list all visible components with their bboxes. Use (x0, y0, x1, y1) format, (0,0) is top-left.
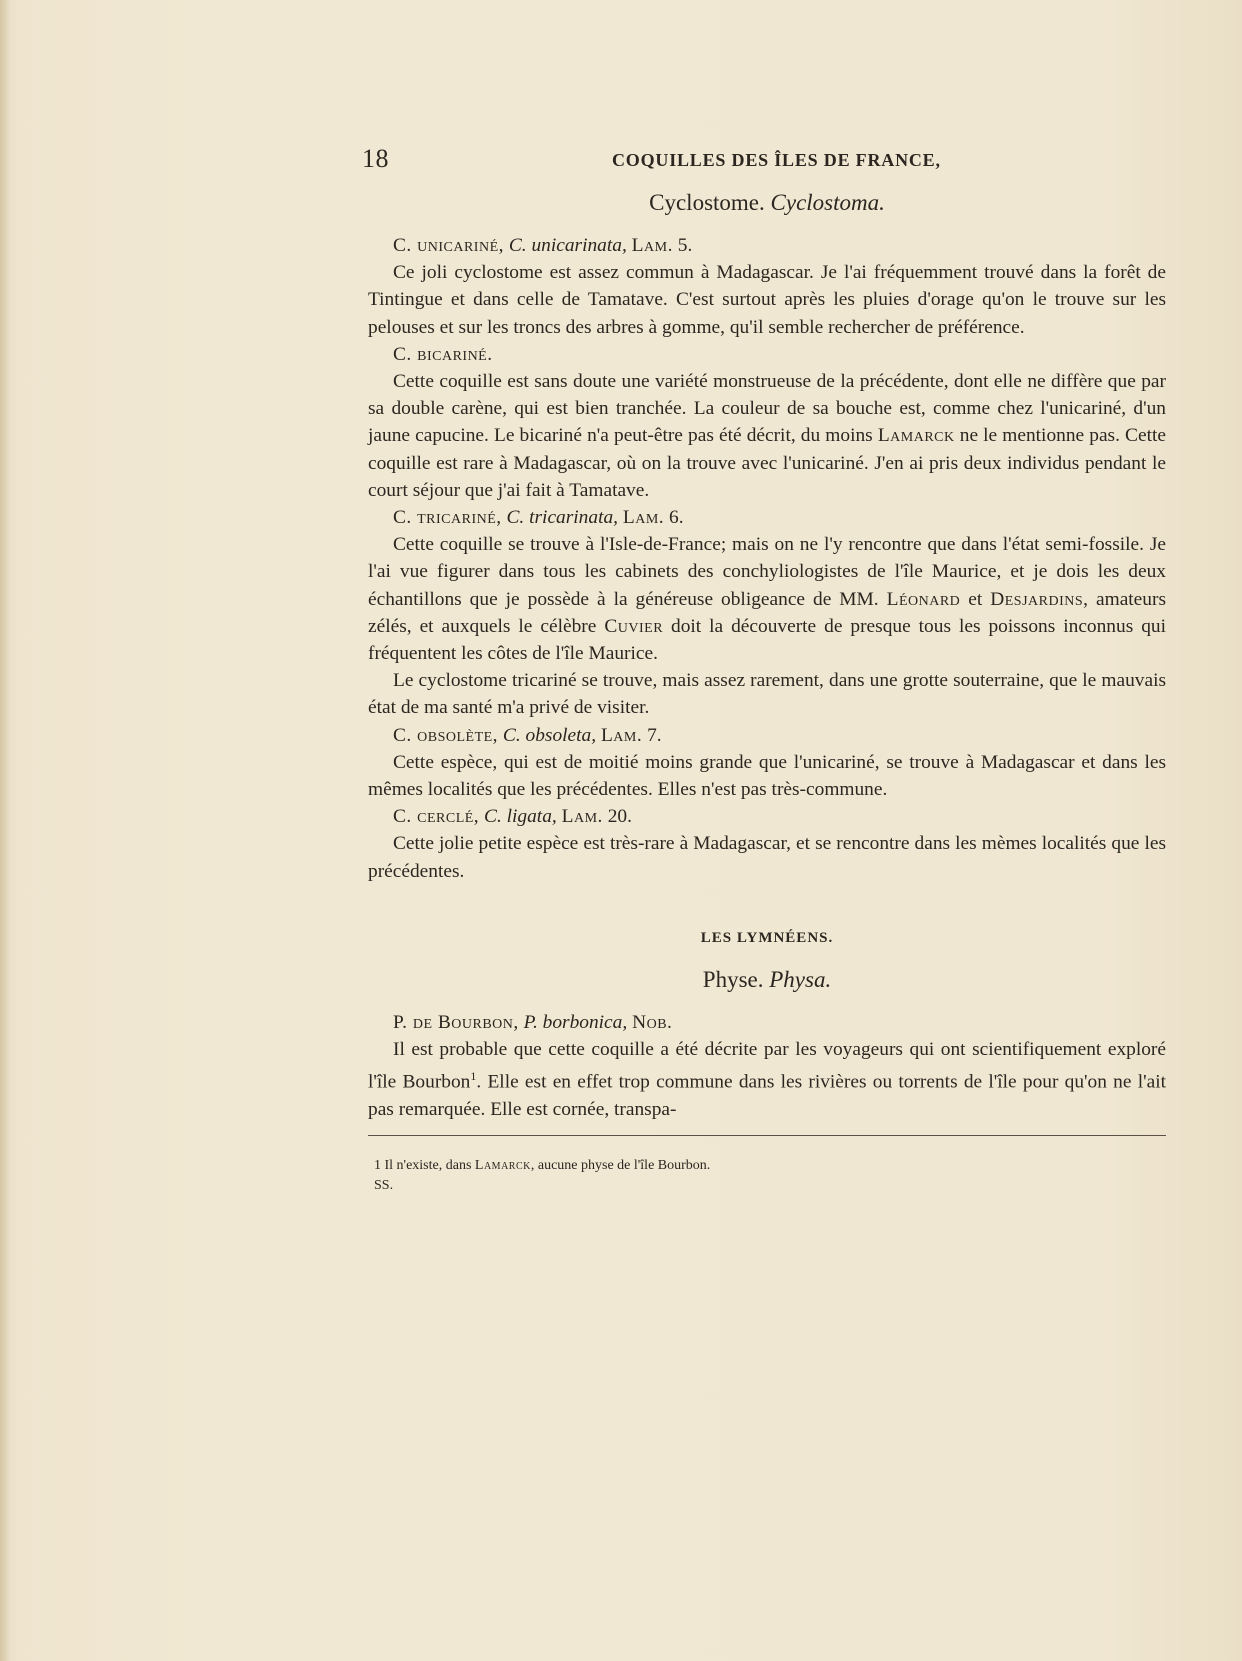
reference-number: 7. (647, 724, 662, 746)
authority: Lam. (600, 724, 643, 746)
footnote (368, 1156, 1166, 1196)
person-name: Desjardins (990, 588, 1084, 610)
subsection-title: LES LYMNÉENS. (700, 929, 834, 946)
section-title-latin: Physa. (769, 966, 832, 992)
text-run: Cette coquille se trouve à l'Isle-de-France; mais on ne l'y rencontre que dans l'état semi-fossile. Je l'ai vue figurer dans tous les cabinets des conchyliologistes de l'île Maurice, et je dois les deux échantillons que je possède à la généreuse obligeance de MM. (368, 534, 1166, 610)
authority: Nob. (632, 1011, 673, 1033)
text-run: , aucune physe de l'île Bourbon. (530, 1158, 711, 1174)
latin-name: C. obsoleta, (502, 724, 597, 746)
footnote-signature: SS. (374, 1178, 394, 1194)
section-title-french: Physe. (702, 966, 764, 992)
section-title-french: Cyclostome. (649, 190, 765, 215)
text-run: Cette coquille est sans doute une variété monstrueuse de la précédente, dont elle ne diffère que par sa double carène, qui est bien tranchée. La couleur de sa bouche est, comme chez l'unicariné, d'un jaune capucine. Le bicariné n'a peut-être pas été décrit, du moins (368, 371, 1166, 447)
binding-edge (0, 0, 10, 1661)
text-run: ne le mentionne pas. Cette coquille est rare à Madagascar, où on la trouve avec l'unicariné. J'en ai pris deux individus pendant le court séjour que j'ai fait à Tamatave. (368, 425, 1166, 501)
authority: Lam. (561, 806, 603, 828)
paragraph-unicarine: Ce joli cyclostome est assez commun à Madagascar. Je l'ai fréquemment trouvé dans la forêt de Tintingue et dans celle de Tamatave. C'est surtout après les pluies d'orage qu'on le trouve sur les pelouses et sur les troncs des arbres à gomme, qu'il semble rechercher de préférence. (368, 262, 1166, 338)
section-title-latin: Cyclostoma. (770, 190, 885, 215)
footnote-mark: 1 (374, 1158, 381, 1174)
paragraph-physe-bourbon (368, 1036, 1166, 1123)
running-head (362, 144, 1166, 188)
latin-name: P. borbonica, (523, 1011, 628, 1033)
entry-heading-unicarine (368, 232, 1166, 259)
latin-name: C. ligata, (484, 806, 557, 828)
text-run: et (960, 588, 991, 610)
section-title-cyclostome (368, 190, 1166, 216)
text-run: , amateurs zélés, et auxquels le célèbre (368, 588, 1166, 637)
entry-heading-physe-bourbon (368, 1009, 1166, 1036)
common-name: C. cerclé, (393, 806, 480, 828)
common-name-prefix: P. de (393, 1011, 438, 1033)
paragraph-tricarine-cave: Le cyclostome tricariné se trouve, mais assez rarement, dans une grotte souterraine, que le mauvais état de ma santé m'a privé de visiter. (368, 670, 1166, 719)
latin-name: C. tricarinata, (506, 507, 619, 529)
common-name: C. unicariné, (393, 235, 504, 256)
authority: Lam. (631, 235, 673, 256)
entry-heading-tricarine (368, 504, 1166, 531)
paragraph-obsolete: Cette espèce, qui est de moitié moins grande que l'unicariné, se trouve à Madagascar et dans les mêmes localités que les précédentes. Elles n'est pas très-commune. (368, 751, 1166, 801)
page-content (362, 144, 1166, 1196)
person-name: Cuvier (604, 615, 664, 637)
common-name: C. tricariné, (393, 507, 502, 529)
text-run: Il n'existe, dans (381, 1158, 475, 1174)
text-run: Il est probable que cette coquille a été décrite par les voyageurs qui ont scientifiquement exploré l'île Bourbon (368, 1039, 1166, 1093)
paragraph-bicarine (368, 368, 1166, 504)
common-name: Bourbon, (437, 1011, 519, 1033)
running-title: COQUILLES DES ÎLES DE FRANCE, (612, 150, 941, 170)
section-title-physe (368, 967, 1166, 993)
authority: Lam. (622, 507, 665, 529)
paragraph-cercle: Cette jolie petite espèce est très-rare à Madagascar, et se rencontre dans les mèmes localités que les précédentes. (368, 833, 1166, 882)
text-run: . Elle est en effet trop commune dans les rivières ou torrents de l'île pour qu'on ne l'ait pas remarquée. Elle est cornée, transpa- (368, 1071, 1166, 1120)
footnote-reference: 1 (470, 1069, 477, 1084)
entry-heading-bicarine (368, 341, 1166, 368)
author-name: Lamarck (877, 425, 955, 447)
reference-number: 5. (677, 235, 693, 256)
latin-name: C. unicarinata, (508, 235, 627, 256)
text-run: doit la découverte de presque tous les poissons inconnus qui fréquentent les côtes de l'île Maurice. (368, 615, 1166, 665)
common-name: C. bicariné. (393, 343, 493, 365)
entry-heading-cercle (368, 803, 1166, 830)
paragraph-tricarine (368, 531, 1166, 667)
person-name: Léonard (886, 588, 961, 610)
page-number: 18 (362, 144, 389, 173)
reference-number: 6. (669, 507, 684, 529)
entry-heading-obsolete (368, 722, 1166, 749)
footnote-divider (368, 1135, 1166, 1136)
author-name: Lamarck (474, 1158, 531, 1174)
common-name: C. obsolète, (393, 724, 499, 746)
reference-number: 20. (607, 806, 632, 828)
